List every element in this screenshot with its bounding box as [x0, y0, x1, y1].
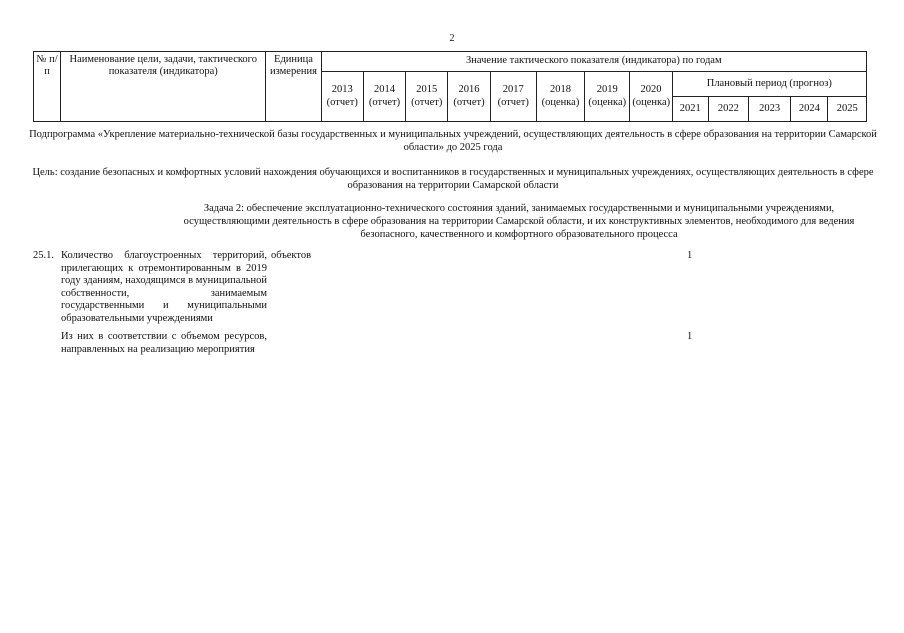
header-year-2022: 2022 — [708, 97, 748, 122]
header-year-2025: 2025 — [828, 97, 867, 122]
header-year-2021: 2021 — [672, 97, 708, 122]
header-year-2023: 2023 — [749, 97, 791, 122]
row-number: 25.1. — [33, 250, 54, 261]
header-year-2016: 2016 (отчет) — [448, 72, 490, 122]
header-plan-title: Плановый период (прогноз) — [672, 72, 866, 97]
header-year-2020: 2020 (оценка) — [630, 72, 672, 122]
subprogram-title: Подпрограмма «Укрепление материально-технической базы государственных и муниципальных учреждений, осуществляющих деятельность в сфере образования на территории Самарской области» до 2025 года — [29, 129, 877, 154]
task-text: Задача 2: обеспечение эксплуатационно-технического состояния зданий, занимаемых государственными и муниципальными учреждениями, осуществляющими деятельность в сфере образования на территории Самарской области, и их конструктивных элементов, необходимого для ведения безопасного, качественного и комфортного образовательного процесса — [183, 203, 855, 241]
header-values-title: Значение тактического показателя (индикатора) по годам — [321, 52, 866, 72]
header-name: Наименование цели, задачи, тактического показателя (индикатора) — [61, 52, 266, 122]
header-year-2015: 2015 (отчет) — [406, 72, 448, 122]
subrow-indicator-name: Из них в соответствии с объемом ресурсов, направленных на реализацию мероприятия — [61, 331, 267, 355]
subrow-value-2019: 1 — [687, 331, 693, 342]
row-indicator-name: Количество благоустроенных территорий, прилегающих к отремонтированным в 2019 году зданиям, находящимся в муниципальной собственности, занимаемым государственными и муниципальными образовательными учреждениями — [61, 250, 267, 324]
header-year-2014: 2014 (отчет) — [363, 72, 405, 122]
indicator-table-header — [33, 51, 867, 122]
row-value-2019: 1 — [687, 250, 693, 261]
header-year-2024: 2024 — [791, 97, 828, 122]
page-number: 2 — [449, 33, 455, 44]
header-year-2013: 2013 (отчет) — [321, 72, 363, 122]
row-unit: объектов — [271, 250, 312, 261]
header-year-2018: 2018 (оценка) — [536, 72, 584, 122]
header-num: № п/п — [34, 52, 61, 122]
header-year-2017: 2017 (отчет) — [490, 72, 536, 122]
header-year-2019: 2019 (оценка) — [585, 72, 630, 122]
header-unit: Единица измерения — [266, 52, 321, 122]
goal-text: Цель: создание безопасных и комфортных условий нахождения обучающихся и воспитанников в государственных и муниципальных учреждениях, осуществляющих деятельность в сфере образования на территории Самарской области — [32, 167, 874, 192]
